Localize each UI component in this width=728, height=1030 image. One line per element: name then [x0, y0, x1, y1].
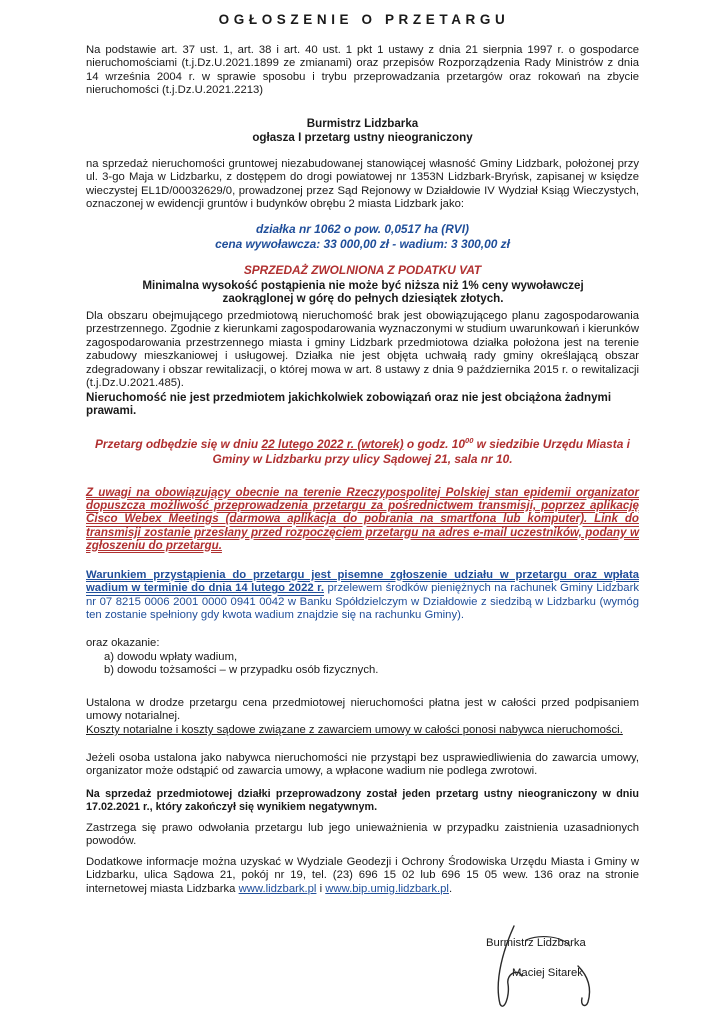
- no-burden-paragraph: Nieruchomość nie jest przedmiotem jakichkolwiek zobowiązań oraz nie jest obciążona żadnymi prawami.: [86, 391, 612, 418]
- website-link[interactable]: www.lidzbark.pl: [238, 882, 317, 895]
- reserve-paragraph: Zastrzega się prawo odwołania przetargu lub jego unieważnienia w przypadku zaistnienia uzasadnionych powodów.: [86, 822, 639, 848]
- info-end: .: [448, 882, 453, 895]
- auction-prefix: Przetarg odbędzie się w dniu: [95, 437, 262, 451]
- conditions-paragraph: [86, 569, 639, 623]
- zoning-paragraph: Dla obszaru obejmującego przedmiotową nieruchomość brak jest obowiązującego planu zagospodarowania przestrzennego. Zgodnie z kierunkami zagospodarowania wyznaczonymi w studium uwarunkowań i kierunków zagospodarowania przestrzennego miasta i gminy Lidzbark przedmiotowa działka położona jest na terenie zabudowy mieszkaniowej i usługowej. Działka nie jest objęta uchwałą rady gminy określającą obszar zdegradowany i obszar rewitalizacji, o której mowa w art. 8 ustawy z dnia 9 października 2015 r. o rewitalizacji (t.j.Dz.U.2021.485).: [86, 310, 639, 390]
- price-line: cena wywoławcza: 33 000,00 zł - wadium: 3 300,00 zł: [215, 237, 510, 251]
- documents-intro: oraz okazanie:: [86, 637, 160, 649]
- minimum-bid: Minimalna wysokość postąpienia nie może być niższa niż 1% ceny wywoławczej zaokrąglonej w górę do pełnych dziesiątek złotych.: [142, 279, 584, 306]
- vat-line: SPRZEDAŻ ZWOLNIONA Z PODATKU VAT: [243, 263, 482, 277]
- no-show-paragraph: Jeżeli osoba ustalona jako nabywca nieruchomości nie przystąpi bez usprawiedliwienia do zawarcia umowy, organizator może odstąpić od zawarcia umowy, a wpłacone wadium nie podlega zwrotowi.: [86, 752, 639, 778]
- sale-description: na sprzedaż nieruchomości gruntowej niezabudowanej stanowiącej własność Gminy Lidzbark, położonej przy ul. 3-go Maja w Lidzbarku, z dostępem do drogi powiatowej nr 1353N Lidzbark-Bryńsk, zapisanej w księdze wieczystej EL1D/00032629/0, prowadzonej przez Sąd Rejonowy w Działdowie IV Wydział Ksiąg Wieczystych, oznaczonej w ewidencji gruntów i budynków obrębu 2 miasta Lidzbark jako:: [86, 158, 639, 211]
- documents-list: [94, 651, 644, 678]
- list-item: a) dowodu wpłaty wadium,: [104, 651, 238, 663]
- epidemic-text: Z uwagi na obowiązujący obecnie na terenie Rzeczypospolitej Polskiej stan epidemii organizator dopuszcza możliwość przeprowadzenia przetargu za pośrednictwem transmisji, poprzez aplikację Cisco Webex Meetings (darmowa aplikacja do pobrania na smartfona lub komputer). Link do transmisji zostanie przesłany przed rozpoczęciem przetargu na adres e-mail uczestników, podany w zgłoszeniu do przetargu.: [86, 486, 639, 552]
- auction-time-minutes: 00: [465, 436, 474, 446]
- info-paragraph: [86, 856, 639, 896]
- handwritten-signature: [470, 918, 620, 1018]
- costs-paragraph: Koszty notarialne i koszty sądowe związane z zawarciem umowy w całości ponosi nabywca nieruchomości.: [86, 724, 623, 736]
- auction-announcement: [86, 437, 639, 466]
- signature-role: Burmistrz Lidzbarka: [486, 937, 586, 949]
- payment-paragraph: Ustalona w drodze przetargu cena przedmiotowej nieruchomości płatna jest w całości przed podpisaniem umowy notarialnej.: [86, 697, 639, 723]
- heading-announcement: ogłasza I przetarg ustny nieograniczony: [252, 131, 473, 144]
- page-title: OGŁOSZENIE O PRZETARGU: [218, 12, 510, 27]
- heading-mayor: Burmistrz Lidzbarka: [306, 117, 419, 130]
- signature-name: Maciej Sitarek: [512, 967, 583, 979]
- auction-time: o godz. 10: [403, 437, 466, 451]
- intro-paragraph: Na podstawie art. 37 ust. 1, art. 38 i art. 40 ust. 1 pkt 1 ustawy z dnia 21 sierpnia 1997 r. o gospodarce nieruchomościami (t.j.Dz.U.2021.1899 ze zmianami) oraz przepisów Rozporządzenia Rady Ministrów z dnia 14 września 2004 r. w sprawie sposobu i trybu przeprowadzania przetargów oraz rokowań na zbycie nieruchomości (t.j.Dz.U.2021.2213): [86, 44, 639, 97]
- info-and: i: [316, 882, 326, 895]
- auction-date: 22 lutego 2022 r. (wtorek): [261, 437, 404, 451]
- bip-link[interactable]: www.bip.umig.lidzbark.pl: [325, 882, 449, 895]
- previous-auction: Na sprzedaż przedmiotowej działki przeprowadzony został jeden przetarg ustny nieograniczony w dniu 17.02.2021 r., który zakończył się wynikiem negatywnym.: [86, 788, 639, 814]
- list-item: b) dowodu tożsamości – w przypadku osób fizycznych.: [104, 664, 379, 677]
- plot-line: działka nr 1062 o pow. 0,0517 ha (RVI): [255, 222, 469, 236]
- conditions-rest: przelewem środków pieniężnych na rachunek Gminy Lidzbark nr 07 8215 0006 2001 0000 0941 0042 w Banku Spółdzielczym w Działdowie z siedzibą w Lidzbarku (wymóg ten zostanie spełniony gdy kwota wadium znajdzie się na rachunku Gminy).: [86, 582, 639, 622]
- epidemic-notice: [86, 486, 639, 552]
- info-text: Dodatkowe informacje można uzyskać w Wydziale Geodezji i Ochrony Środowiska Urzędu Miasta i Gminy w Lidzbarku, ulica Sądowa 21, pokój nr 19, tel. (23) 696 15 02 lub 696 15 05 wew. 136 oraz na stronie internetowej miasta Lidzbarka: [86, 856, 639, 895]
- conditions-bold: Warunkiem przystąpienia do przetargu jest pisemne zgłoszenie udziału w przetargu oraz wpłata wadium w terminie do dnia 14 lutego 2022 r.: [86, 569, 639, 595]
- auction-place: w siedzibie Urzędu Miasta i Gminy w Lidzbarku przy ulicy Sądowej 21, sala nr 10.: [212, 437, 630, 466]
